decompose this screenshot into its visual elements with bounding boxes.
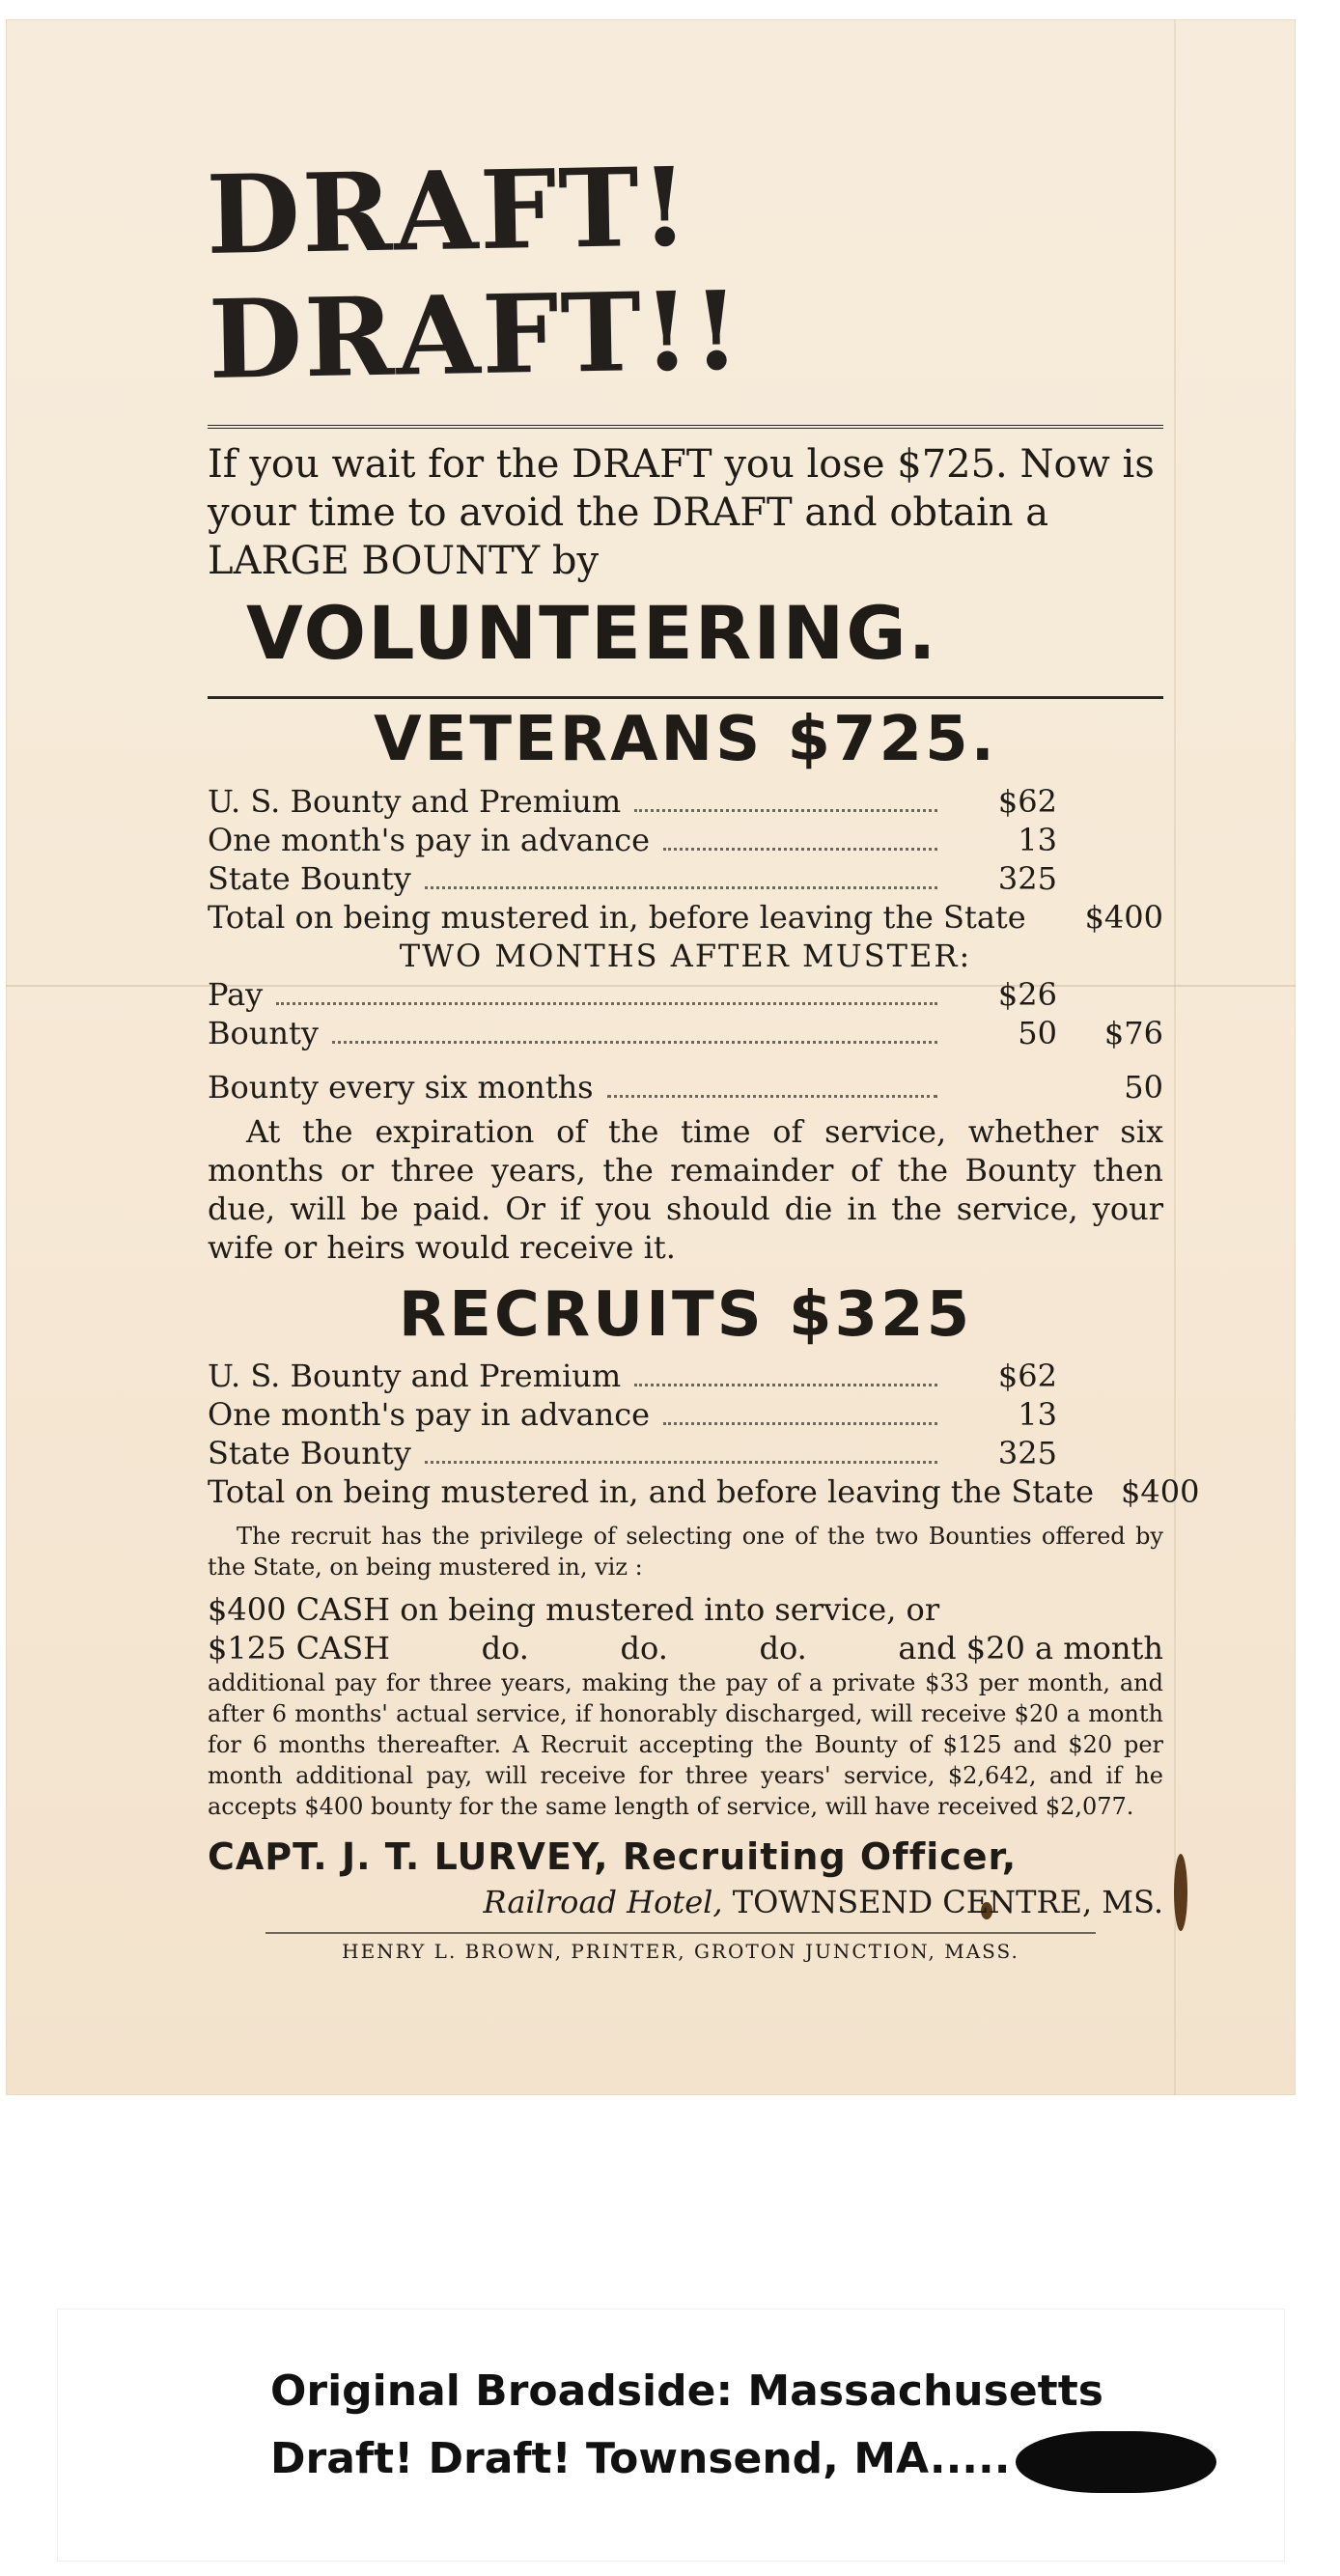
recruits-row: One month's pay in advance 13 [208, 1396, 1057, 1434]
address-hotel: Railroad Hotel, [483, 1884, 723, 1921]
six-months-row: Bounty every six months 50 [208, 1068, 1163, 1106]
divider [208, 425, 1163, 429]
recruits-row: U. S. Bounty and Premium $62 [208, 1358, 1057, 1395]
volunteering-heading: VOLUNTEERING. [246, 589, 938, 676]
broadside-content [205, 144, 1200, 1964]
veterans-row: State Bounty 325 [208, 859, 1057, 897]
caption-line-1: Original Broadside: Massachusetts [270, 2366, 1103, 2416]
after-muster-row: Pay $26 [208, 975, 1057, 1013]
veterans-title: VETERANS $725. [374, 703, 997, 775]
address [208, 1884, 1163, 1920]
headline: DRAFT! DRAFT!! [205, 144, 743, 404]
cash-option-2: $125 CASH do. do. do. and $20 a month [208, 1630, 1163, 1667]
veterans-row: U. S. Bounty and Premium $62 [208, 782, 1057, 820]
recruits-row: State Bounty 325 [208, 1435, 1057, 1472]
intro-text: If you wait for the DRAFT you lose $725. Now is your time to avoid the DRAFT and obtain a LARGE BOUNTY by [208, 441, 1155, 583]
after-muster-row: Bounty 50 $76 [208, 1014, 1163, 1051]
ink-stain [1174, 1854, 1187, 1931]
recruits-title: RECRUITS $325 [398, 1278, 973, 1351]
veterans-rows [208, 782, 1163, 1106]
veterans-paragraph: At the expiration of the time of service, whether six months or three years, the remainder of the Bounty then due, will be paid. Or if you should die in the service, your wife or heirs would receive it. [208, 1112, 1163, 1266]
recruits-total-row: Total on being mustered in, and before leaving the State $400 [208, 1473, 1200, 1511]
privilege-text: The recruit has the privilege of selecting one of the two Bounties offered by the State, on being mustered in, viz : [208, 1523, 1163, 1582]
divider [208, 696, 1163, 699]
address-town: TOWNSEND CENTRE, MS. [732, 1884, 1163, 1921]
redaction-mark [1016, 2431, 1216, 2493]
recruit-details: additional pay for three years, making the pay of a private $33 per month, and after 6 months' actual service, if honorably discharged, will receive $20 a month for 6 months thereafter. A Recruit accepting the Bounty of $125 and $20 per month additional pay, will receive for three years' service, $2,642, and if he accepts $400 bounty for the same length of service, will have received $2,077. [208, 1669, 1163, 1821]
recruits-rows [208, 1357, 1200, 1511]
after-muster-heading: TWO MONTHS AFTER MUSTER: [399, 937, 972, 974]
veterans-total-row: Total on being mustered in, before leaving the State $400 [208, 898, 1163, 936]
printer-credit: HENRY L. BROWN, PRINTER, GROTON JUNCTION, MASS. [265, 1932, 1096, 1963]
cash-option-1: $400 CASH on being mustered into service, or [208, 1591, 940, 1629]
fold-line-vertical [1174, 19, 1176, 2095]
veterans-row: One month's pay in advance 13 [208, 821, 1057, 858]
recruiting-officer: CAPT. J. T. LURVEY, Recruiting Officer, [208, 1835, 1018, 1879]
caption-line-2: Draft! Draft! Townsend, MA..... [270, 2434, 1011, 2483]
